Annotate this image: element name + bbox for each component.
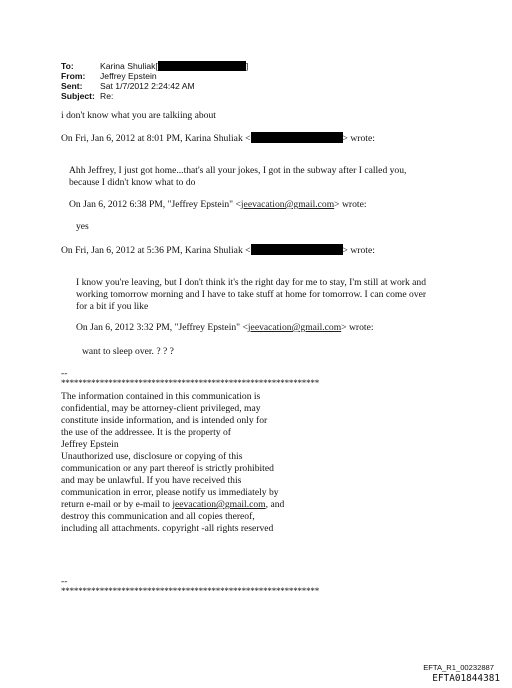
header-sent-row — [61, 81, 82, 91]
from-label: From: — [61, 71, 86, 81]
subject-value: Re: — [100, 91, 114, 101]
to-value-wrap — [100, 61, 248, 71]
disclaimer-line: communication or any part thereof is strictly prohibited — [61, 463, 274, 474]
to-bracket-close: ] — [245, 61, 249, 71]
disclaimer-line: including all attachments. copyright -all rights reserved — [61, 523, 274, 534]
quote4-suffix: > wrote: — [341, 322, 374, 333]
quote1-prefix: On Fri, Jan 6, 2012 at 8:01 PM, Karina Shuliak < — [61, 133, 251, 144]
bates-number-r1: EFTA_R1_00232887 — [423, 663, 494, 672]
quote3-line3: for a bit if you like — [76, 301, 149, 312]
sent-label: Sent: — [61, 81, 83, 91]
disclaimer-line-email — [61, 499, 284, 511]
redaction-box — [251, 244, 343, 255]
quote4-prefix: On Jan 6, 2012 3:32 PM, "Jeffrey Epstein" < — [76, 322, 248, 333]
email-link[interactable]: jeevacation@gmail.com — [247, 322, 342, 333]
quote3-line2: working tomorrow morning and I have to take stuff at home for tomorrow. I can come over — [76, 289, 427, 300]
subject-label: Subject: — [61, 91, 95, 101]
quote2-body: yes — [76, 221, 89, 232]
email-link[interactable]: jeevacation@gmail.com — [172, 499, 266, 510]
bates-number: EFTA01844381 — [432, 673, 500, 684]
quote1-line1: Ahh Jeffrey, I just got home...that's all your jokes, I got in the subway after I called you, — [69, 165, 407, 176]
disclaimer-line: communication in error, please notify us immediately by — [61, 487, 279, 498]
from-value: Jeffrey Epstein — [100, 71, 157, 81]
header-to-row — [61, 61, 74, 71]
disclaimer-line: the use of the addressee. It is the property of — [61, 427, 231, 438]
quote3-line1: I know you're leaving, but I don't think it's the right day for me to stay, I'm still at work and — [76, 277, 427, 288]
sent-value: Sat 1/7/2012 2:24:42 AM — [100, 81, 195, 91]
quote4-body: want to sleep over. ? ? ? — [82, 346, 174, 357]
sig-dash: -- — [61, 576, 68, 587]
quote2-prefix: On Jan 6, 2012 6:38 PM, "Jeffrey Epstein" < — [69, 199, 241, 210]
disclaimer-line: constitute inside information, and is intended only for — [61, 415, 268, 426]
quote1-attribution — [61, 132, 375, 145]
quote1-suffix: > wrote: — [342, 133, 375, 144]
quote2-suffix: > wrote: — [334, 199, 367, 210]
quote4-attribution — [76, 322, 374, 334]
quote3-prefix: On Fri, Jan 6, 2012 at 5:36 PM, Karina Shuliak < — [61, 245, 251, 256]
header-from-row — [61, 71, 85, 81]
disclaimer-line: confidential, may be attorney-client privileged, may — [61, 403, 261, 414]
reply-text: i don't know what you are talkiing about — [61, 110, 216, 121]
disclaimer-line: The information contained in this communication is — [61, 391, 261, 402]
header-subject-row — [61, 91, 95, 101]
stars-divider: ************************************************************ — [61, 378, 320, 388]
quote3-attribution — [61, 244, 375, 257]
email-link[interactable]: jeevacation@gmail.com — [240, 199, 335, 210]
disclaimer-line: and may be unlawful. If you have received this — [61, 475, 242, 486]
quote3-suffix: > wrote: — [342, 245, 375, 256]
redaction-box — [251, 132, 343, 143]
to-label: To: — [61, 61, 74, 71]
to-bracket-open: [ — [155, 61, 158, 71]
sig-dash: -- — [61, 368, 68, 379]
to-value: Karina Shuliak — [100, 61, 156, 71]
stars-divider: ************************************************************ — [61, 586, 320, 596]
quote2-attribution — [69, 199, 367, 211]
disclaimer-line: Jeffrey Epstein — [61, 439, 119, 450]
disclaimer-line: Unauthorized use, disclosure or copying of this — [61, 451, 243, 462]
disclaimer-email-prefix: return e-mail or by e-mail to — [61, 499, 173, 510]
quote1-line2: because I didn't know what to do — [69, 177, 196, 188]
disclaimer-email-suffix: , and — [265, 499, 285, 510]
redaction-box — [158, 61, 249, 71]
disclaimer-line: destroy this communication and all copies thereof, — [61, 511, 255, 522]
